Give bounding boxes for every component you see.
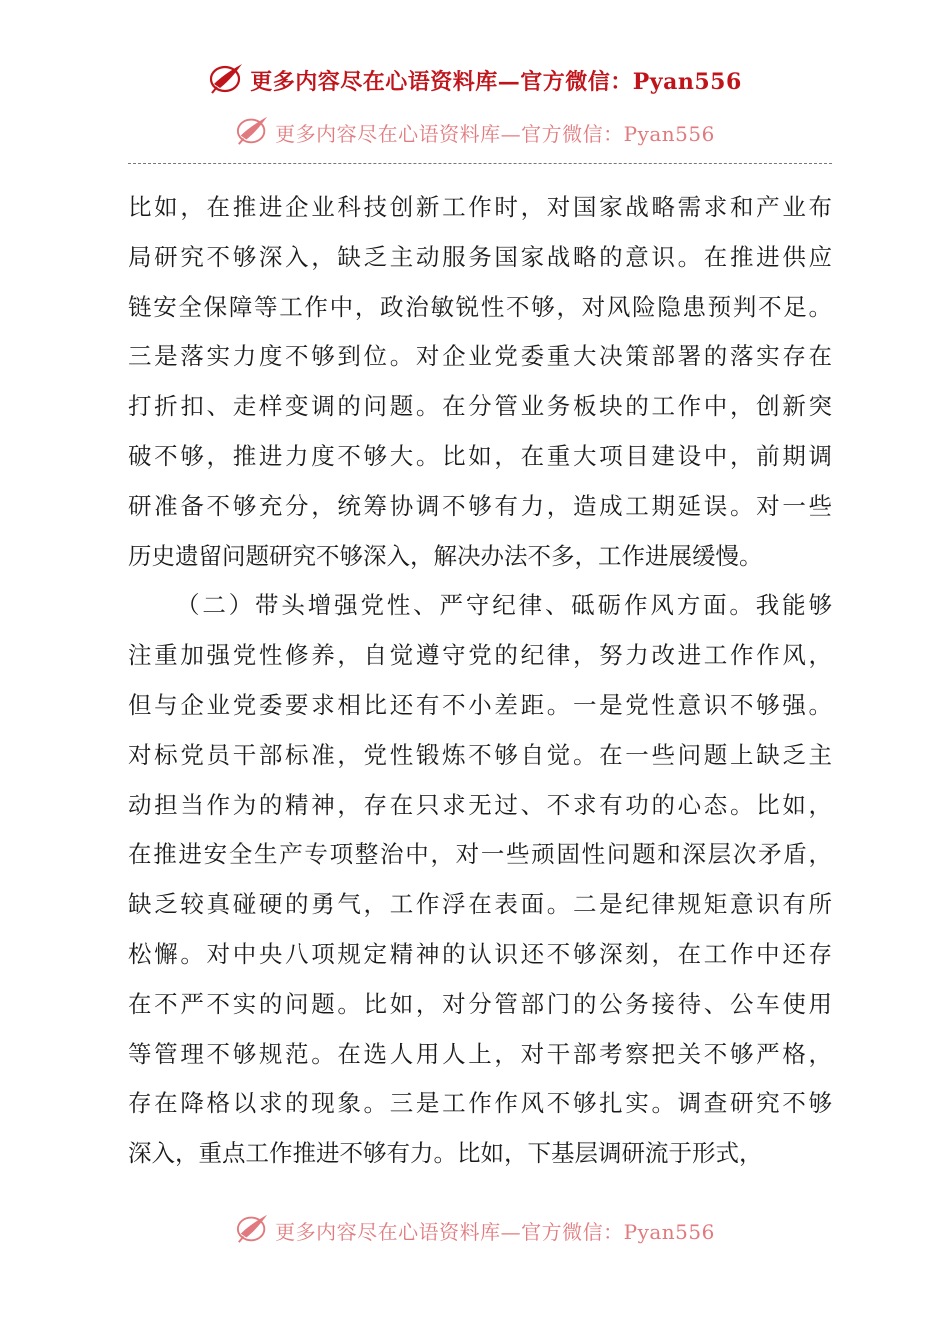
text-line: 在推进安全生产专项整治中，对一些顽固性问题和深层次矛盾， [128,840,832,869]
footer-watermark-text: 更多内容尽在心语资料库—官方微信：Pyan556 [275,1219,715,1244]
text-line: 研准备不够充分，统筹协调不够有力，造成工期延误。对一些 [128,491,832,520]
text-line: 等管理不够规范。在选人用人上，对干部考察把关不够严格， [128,1039,832,1068]
header-divider [128,163,832,164]
section-heading-line: （二）带头增强党性、严守纪律、砥砺作风方面。我能够 [176,591,832,620]
header-banner [0,58,950,102]
quill-pen-logo-icon [235,113,271,151]
document-body [128,183,832,1179]
header-watermark-text: 更多内容尽在心语资料库—官方微信：Pyan556 [275,121,715,146]
footer-watermark [0,1210,950,1250]
quill-pen-logo-icon [208,60,246,100]
text-line: 三是落实力度不够到位。对企业党委重大决策部署的落实存在 [128,342,832,371]
text-line: 在不严不实的问题。比如，对分管部门的公务接待、公车使用 [128,989,832,1018]
header-title [250,65,742,96]
text-line: 对标党员干部标准，党性锻炼不够自觉。在一些问题上缺乏主 [128,740,832,769]
text-line: 局研究不够深入，缺乏主动服务国家战略的意识。在推进供应 [128,242,832,271]
header-suffix: 官方微信：Pyan556 [520,68,742,95]
text-line: 历史遗留问题研究不够深入，解决办法不多，工作进展缓慢。 [128,541,763,570]
text-line: 动担当作为的精神，存在只求无过、不求有功的心态。比如， [128,790,832,819]
header-prefix: 更多内容尽在心语资料库 [250,68,498,95]
text-line: 比如，在推进企业科技创新工作时，对国家战略需求和产业布 [128,193,832,221]
text-line: 松懈。对中央八项规定精神的认识还不够深刻，在工作中还存 [128,939,832,968]
text-line: 存在降格以求的现象。三是工作作风不够扎实。调查研究不够 [128,1089,832,1118]
text-line: 链安全保障等工作中，政治敏锐性不够，对风险隐患预判不足。 [128,292,832,321]
quill-pen-logo-icon [235,1211,271,1249]
text-line: 注重加强党性修养，自觉遵守党的纪律，努力改进工作作风， [128,641,832,670]
text-line: 深入，重点工作推进不够有力。比如，下基层调研流于形式， [128,1139,763,1168]
header-separator: — [497,68,521,95]
header-watermark [0,112,950,152]
text-line: 破不够，推进力度不够大。比如，在重大项目建设中，前期调 [128,441,832,470]
text-line: 打折扣、走样变调的问题。在分管业务板块的工作中，创新突 [128,392,832,421]
text-line: 但与企业党委要求相比还有不小差距。一是党性意识不够强。 [128,690,832,719]
text-line: 缺乏较真碰硬的勇气，工作浮在表面。二是纪律规矩意识有所 [128,890,832,919]
